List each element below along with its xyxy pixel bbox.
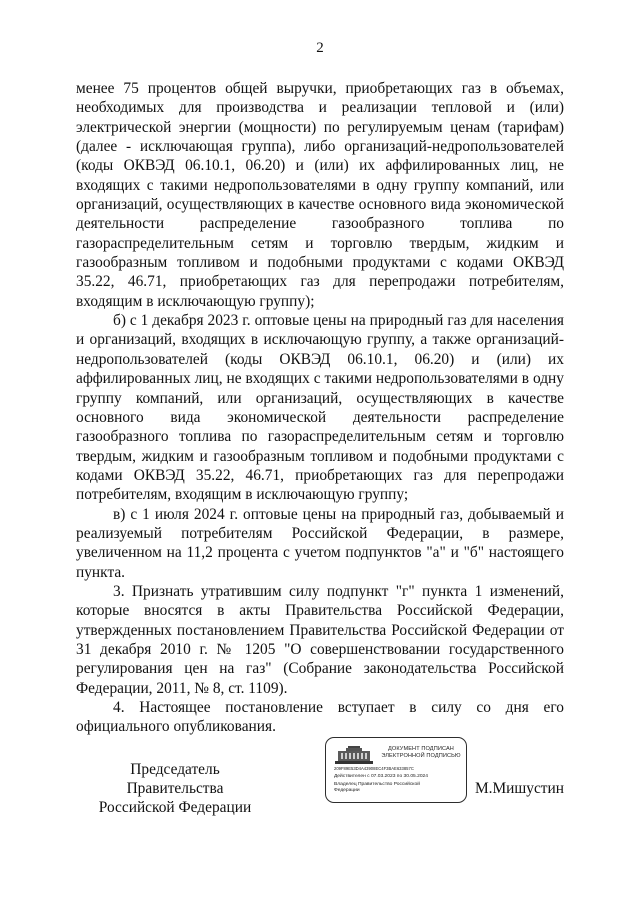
document-body: [76, 79, 564, 737]
paragraph-subpoint-b: б) с 1 декабря 2023 г. оптовые цены на природный газ для населения и организаций, входящих в исключающую группу, а также организаций-недропользователей (коды ОКВЭД 06.10.1, 06.20) и (или) их аффилированных лиц, не входящих с такими недропользователями в одну группу компаний, или организаций, осуществляющих в качестве основного вида экономической деятельности распределение газообразного топлива по газораспределительным сетям и торговлю твердым, жидким и газообразным топливом и подобными продуктами с кодами ОКВЭД 35.22, 46.71, приобретающих газ для перепродажи потребителям, входящим в исключающую группу;: [76, 312, 564, 504]
paragraph-subpoint-v: в) с 1 июля 2024 г. оптовые цены на природный газ, добываемый и реализуемый потребителям Российской Федерации, в размере, увеличенном на 11,2 процента с учетом подпунктов "а" и "б" настоящего пункта.: [76, 505, 564, 581]
signatory-title-line: Российской Федерации: [98, 799, 252, 816]
esign-owner: Федерации: [334, 788, 360, 793]
esign-validity: Действителен с 07.03.2023 по 30.05.2024: [334, 774, 428, 779]
signatory-title: [80, 760, 270, 817]
esign-certificate: 209F89E53D4A43908EC4F3BAE633857C: [334, 766, 414, 771]
government-building-icon: [334, 745, 374, 765]
esign-heading-line: ДОКУМЕНТ ПОДПИСАН: [388, 746, 454, 752]
esign-heading-line: ЭЛЕКТРОННОЙ ПОДПИСЬЮ: [381, 753, 461, 759]
signatory-title-line: Председатель Правительства: [126, 761, 224, 797]
signatory-name: М.Мишустин: [474, 780, 564, 797]
electronic-signature-stamp: [325, 737, 467, 803]
paragraph-point-3: 3. Признать утратившим силу подпункт "г" пункта 1 изменений, которые вносятся в акты Правительства Российской Федерации, утвержденных постановлением Правительства Российской Федерации от 31 декабря 2010 г. № 1205 "О совершенствовании государственного регулирования цен на газ" (Собрание законодательства Российской Федерации, 2011, № 8, ст. 1109).: [76, 582, 564, 697]
paragraph-point-4: 4. Настоящее постановление вступает в силу со дня его официального опубликования.: [76, 699, 564, 736]
paragraph: менее 75 процентов общей выручки, приобретающих газ в объемах, необходимых для производства и реализации тепловой и (или) электрической энергии (мощности) по регулируемым ценам (тарифам) (далее - исключающая группа), либо организаций-недропользователей (коды ОКВЭД 06.10.1, 06.20) и (или) их аффилированных лиц, не входящих с такими недропользователями в одну группу компаний, или организаций, осуществляющих в качестве основного вида экономической деятельности распределение газообразного топлива по газораспределительным сетям и торговлю твердым, жидким и газообразным топливом и подобными продуктами с кодами ОКВЭД 35.22, 46.71, приобретающих газ для перепродажи потребителям, входящим в исключающую группу);: [76, 80, 564, 310]
page-number: 2: [316, 40, 324, 56]
esign-owner: Владелец Правительство Российской: [334, 782, 420, 787]
esign-heading: [378, 746, 464, 760]
